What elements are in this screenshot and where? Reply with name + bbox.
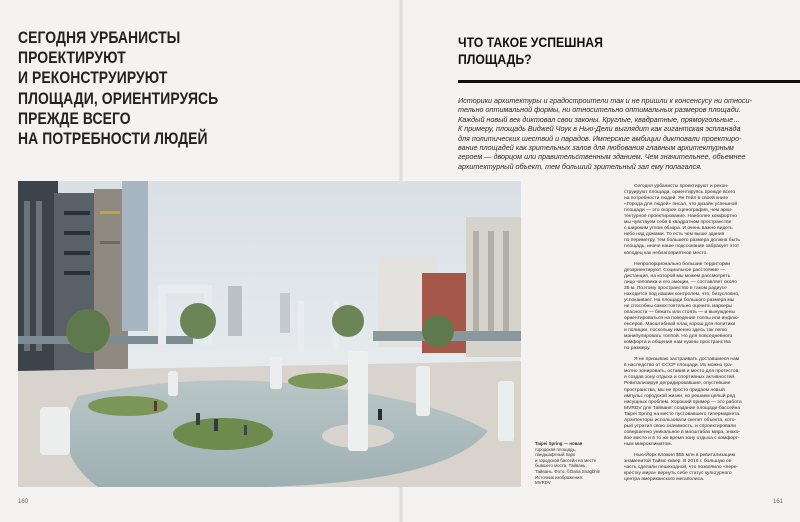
body-line: совершенно уникальное в масштабах мира, знако-	[624, 429, 741, 435]
lead-line: Историки архитектуры и градостроители так и не пришли к консенсусу ни относи-	[458, 96, 752, 105]
plaza-photo-illustration	[18, 181, 521, 487]
body-line: Непропорционально большие территории	[634, 261, 730, 267]
body-line: ным микроклиматом.	[624, 441, 672, 447]
caption-line: Тайвань. Фото: ©Daria Snagbhin	[535, 468, 601, 474]
body-line: насущных проблем. Хороший пример — это работа	[624, 399, 742, 405]
lead-paragraph	[458, 96, 798, 171]
caption-line: MVRDV	[535, 480, 551, 486]
headline-line: НА ПОТРЕБНОСТИ ЛЮДЕЙ	[18, 130, 208, 149]
caption-line: и городской бассейн на месте	[535, 457, 597, 463]
lead-line: для политических шествий и парадов. Имперские амбиции диктовали проектиро-	[458, 133, 742, 143]
body-line: небо над домами. То есть чем выше здания	[624, 232, 725, 238]
body-line: знаменитой Таймс-сквер. В 2016 г. большую ее	[624, 459, 732, 465]
body-line: опасности — бежать или стоять — и вынуждены	[624, 309, 735, 315]
caption-line: Taipei Spring — новая	[535, 441, 583, 446]
body-line: Ревитализируя деградировавшие, опустевшие	[624, 381, 731, 387]
body-line: дистанция, на которой мы можем рассмотреть	[624, 273, 731, 279]
headline-line: И РЕКОНСТРУИРУЮТ	[18, 69, 168, 88]
body-line: на потребности людей. Ян Гейл в своей книге	[624, 196, 729, 202]
photo-caption	[535, 441, 605, 486]
section-heading-line: ЧТО ТАКОЕ УСПЕШНАЯ	[458, 35, 603, 50]
caption-line: городская площадь,	[535, 446, 577, 452]
lead-line: героем — дворцом или правительственным зданием. Чем значительнее, объемнее	[458, 152, 746, 162]
body-line: рый утратил свою значимость, и спроектировали	[624, 423, 736, 429]
body-line: и полиции, поскольку именно здесь так легко	[624, 328, 727, 334]
lead-line: тельно оптимальной формы, ни относительно оптимальных размеров площади.	[458, 105, 741, 115]
body-line: енсеров. Масштабный плац хорош для политики	[624, 322, 736, 328]
page-headline	[18, 28, 224, 149]
body-line: вое место и в то же время зону отдыха с комфорт-	[624, 435, 740, 441]
body-line: импульс городской жизни, но решаем целый ряд	[624, 393, 735, 399]
body-line: Я не призываю застраивать доставшиеся нам	[634, 357, 740, 363]
plaza-photo	[18, 181, 521, 487]
body-paragraph-1	[624, 184, 794, 257]
lead-line: Каждый новый век диктовал свои законы. Круглые, квадратные, прямоугольные…	[458, 114, 741, 124]
body-line: мотно зонировать, оставив и место для протестов,	[624, 369, 740, 375]
headline-line: ПЛОЩАДИ, ОРИЕНТИРУЯСЬ	[18, 89, 219, 108]
section-heading	[458, 34, 638, 68]
body-line: дезориентируют. Социальное расстояние —	[624, 267, 725, 273]
caption-line: бывшего моста. Тайвань,	[535, 463, 587, 469]
page-number-left: 160	[18, 499, 29, 505]
body-line: площадь, иначе наше подсознание забракует этот	[624, 244, 740, 250]
body-line: по периметру, тем большего размера должна быть	[624, 238, 740, 244]
body-paragraph-3	[624, 357, 794, 448]
body-line: комфорта и общения нам нужны пространства	[624, 340, 731, 346]
body-line: 35 м. Поэтому пространство в таком радиусе	[624, 285, 727, 291]
body-line: Сегодня урбанисты проектируют и рекон-	[634, 184, 729, 189]
section-rule	[458, 80, 800, 83]
headline-line: ПРЕЖДЕ ВСЕГО	[18, 109, 131, 128]
body-line: ориентироваться на поведение толпы или инфлю-	[624, 315, 740, 321]
body-line: струируют площади, ориентируясь прежде всего	[624, 190, 736, 196]
headline-line: ПРОЕКТИРУЮТ	[18, 49, 126, 68]
page-number-right: 161	[773, 499, 784, 505]
lead-line: архитектурный объект, тем больший зрительный зал ему полагался.	[458, 161, 703, 171]
body-line: лицо человека и его эмоции, — составляет около	[624, 279, 737, 285]
body-line: с широким углом обзора. И очень важно видеть	[624, 226, 733, 232]
body-line: и создав зону отдыха и спортивных активностей.	[624, 375, 736, 381]
body-text-column	[624, 184, 794, 488]
body-line: часть сделали пешеходной, что позволило «пере-	[624, 465, 739, 471]
body-line: находится под нашим контролем, что, безусловно,	[624, 291, 740, 297]
headline-line: СЕГОДНЯ УРБАНИСТЫ	[18, 29, 181, 47]
section-heading-line: ПЛОЩАДЬ?	[458, 52, 532, 67]
body-line: MVRDV для Тайваня: создание площади-бассейна	[624, 405, 741, 411]
body-line: «Города для людей» писал, что дизайн успешной	[624, 202, 738, 208]
body-line: центра американского мегаполиса.	[624, 477, 705, 483]
body-line: в наследство от СССР площади. Их можно гра-	[624, 363, 733, 369]
body-line: тектурное проектирование. Наиболее комфортно	[624, 214, 737, 220]
body-line: Нью-Йорк вложил $55 млн в ревитализацию	[634, 452, 736, 458]
body-line: крестку мира» вернуть себе статус культурного	[624, 471, 732, 477]
body-line: успокаивает. На площади большого размера мы	[624, 297, 735, 303]
body-line: мы чувствуем себя в квадратном пространстве	[624, 220, 732, 226]
body-line: пространства, мы не просто придаем новый	[624, 387, 725, 393]
lead-line: вание площадей как зрительных залов для любования главным архитектурным	[458, 143, 734, 153]
caption-line: Источник изображения:	[535, 474, 584, 480]
body-paragraph-4	[624, 453, 794, 483]
body-line: не способны самостоятельно оценить маркеры	[624, 303, 733, 309]
body-line: Taipei Spring на месте пустовавшего гипермаркета.	[624, 411, 741, 417]
body-paragraph-2	[624, 262, 794, 353]
lead-line: К примеру, площадь Виджей Чоук в Нью-Дели выглядит как гигантская эспланада	[458, 124, 741, 134]
body-line: колодец как неблагоприятное место.	[624, 250, 708, 256]
body-line: манипулировать толпой. Но для повседневного	[624, 334, 733, 340]
body-line: Архитекторы использовали скелет объекта, кото-	[624, 417, 737, 423]
body-line: по размеру.	[624, 346, 651, 352]
caption-line: ландшафтный парк	[535, 452, 575, 458]
body-line: площади — это скорее сценография, чем архи-	[624, 208, 733, 214]
